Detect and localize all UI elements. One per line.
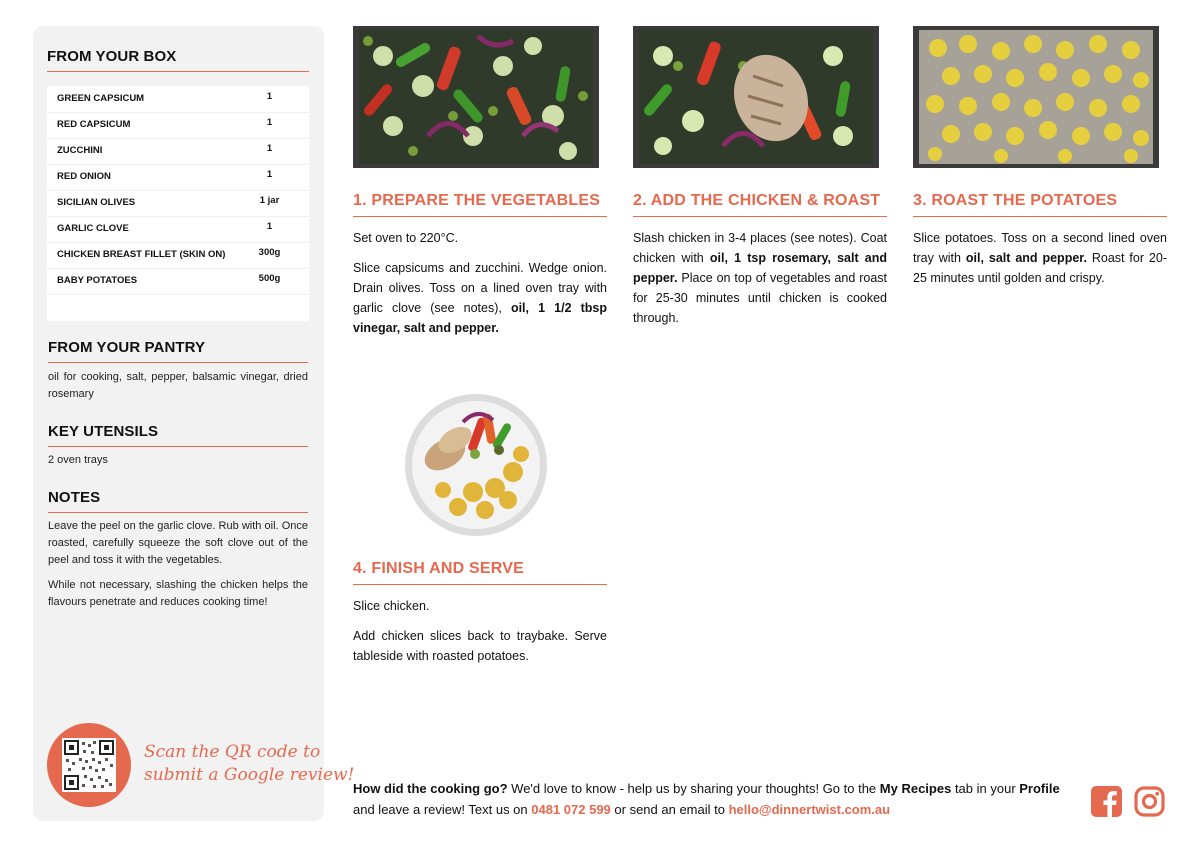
step-2-photo (633, 26, 879, 168)
divider (913, 216, 1167, 217)
step-text-run: Add chicken slices back to traybake. Serve tableside with roasted potatoes. (353, 629, 607, 663)
table-row (47, 164, 309, 191)
ingredient-qty: 1 (266, 143, 273, 154)
step-paragraph (633, 228, 887, 328)
step-text-run: Set oven to 220°C. (353, 231, 459, 245)
divider (633, 216, 887, 217)
ingredient-name: SICILIAN OLIVES (57, 197, 136, 208)
ingredient-name: GARLIC CLOVE (57, 223, 129, 234)
utensils-text: 2 oven trays (48, 454, 108, 466)
table-row (47, 86, 309, 113)
step-text-run: Slice potatoes. Toss on a second lined oven tray with (913, 231, 1167, 265)
footer-review-text (353, 778, 1073, 820)
step-paragraph (353, 228, 607, 248)
ingredient-name: RED ONION (57, 171, 111, 182)
divider (353, 584, 607, 585)
table-row (47, 138, 309, 165)
step-paragraph (353, 596, 607, 616)
ingredient-qty: 1 (266, 117, 273, 128)
step-3-photo (913, 26, 1159, 168)
footer-text-run: and leave a review! Text us on (353, 802, 532, 817)
footer-text-run: We'd love to know - help us by sharing your thoughts! Go to the (507, 781, 880, 796)
step-text-run: Slice capsicums and zucchini. Wedge onion. Drain olives. Toss on a lined oven tray with garlic clove (see notes), (353, 261, 607, 315)
step-2-text (633, 228, 887, 338)
step-4-photo (403, 392, 549, 538)
ingredient-qty: 500g (258, 273, 281, 284)
facebook-icon[interactable] (1091, 786, 1122, 817)
ingredient-qty: 1 (266, 221, 273, 232)
qr-code[interactable] (62, 738, 116, 792)
table-row (47, 242, 309, 269)
step-1-text (353, 228, 607, 348)
step-1-photo (353, 26, 599, 168)
note-paragraph: Leave the peel on the garlic clove. Rub with oil. Once roasted, carefully squeeze the soft clove out of the peel and toss it with the vegetables. (48, 520, 308, 566)
table-row (47, 268, 309, 295)
pantry-text: oil for cooking, salt, pepper, balsamic vinegar, dried rosemary (48, 371, 308, 400)
divider (48, 362, 308, 363)
step-text-run: oil, 1 tsp rosemary, salt and pepper. (633, 251, 887, 285)
contact-link[interactable]: hello@dinnertwist.com.au (728, 802, 891, 817)
from-your-box-title: FROM YOUR BOX (47, 48, 177, 65)
step-text-run: Place on top of vegetables and roast for 25-30 minutes until chicken is cooked through. (633, 271, 887, 325)
table-row (47, 190, 309, 217)
step-text-run: oil, salt and pepper. (965, 251, 1087, 265)
note-paragraph: While not necessary, slashing the chicken helps the flavours penetrate and reduces cooking time! (48, 579, 308, 608)
key-utensils-title: KEY UTENSILS (48, 423, 159, 440)
ingredient-qty: 300g (258, 247, 281, 258)
footer-text-run: or send an email to (610, 802, 729, 817)
step-4-text (353, 596, 607, 676)
contact-link[interactable]: 0481 072 599 (531, 802, 611, 817)
footer-text-run: Profile (1019, 781, 1060, 796)
ingredient-name: GREEN CAPSICUM (57, 93, 145, 104)
divider (353, 216, 607, 217)
step-3-text (913, 228, 1167, 298)
ingredient-qty: 1 jar (259, 195, 280, 206)
step-3-title: 3. ROAST THE POTATOES (913, 192, 1118, 209)
ingredient-name: RED CAPSICUM (57, 119, 131, 130)
table-row (47, 112, 309, 139)
qr-caption-line: Scan the QR code to (144, 742, 321, 762)
ingredient-name: BABY POTATOES (57, 275, 138, 286)
ingredient-name: CHICKEN BREAST FILLET (SKIN ON) (57, 249, 226, 260)
ingredient-name: ZUCCHINI (57, 145, 103, 156)
step-2-title: 2. ADD THE CHICKEN & ROAST (633, 192, 881, 209)
step-text-run: oil, 1 1/2 tbsp vinegar, salt and pepper. (353, 301, 607, 335)
qr-caption-line: submit a Google review! (144, 765, 355, 785)
step-paragraph (353, 626, 607, 666)
step-text-run: Roast for 20-25 minutes until golden and crispy. (913, 251, 1167, 285)
step-text-run: Slash chicken in 3-4 places (see notes). Coat chicken with (633, 231, 887, 265)
footer-text-run: tab in your (951, 781, 1020, 796)
step-1-title: 1. PREPARE THE VEGETABLES (353, 192, 601, 209)
instagram-icon[interactable] (1134, 786, 1165, 817)
notes-title: NOTES (48, 489, 101, 506)
divider (47, 71, 309, 72)
divider (48, 512, 308, 513)
footer-text-run: My Recipes (879, 781, 952, 796)
divider (48, 446, 308, 447)
ingredients-table (47, 86, 309, 321)
from-your-pantry-title: FROM YOUR PANTRY (48, 339, 206, 356)
qr-caption (144, 741, 354, 787)
ingredient-qty: 1 (266, 169, 273, 180)
step-paragraph (913, 228, 1167, 288)
footer-text-run: How did the cooking go? (353, 781, 508, 796)
table-row (47, 216, 309, 243)
step-text-run: Slice chicken. (353, 599, 430, 613)
step-paragraph (353, 258, 607, 338)
ingredient-qty: 1 (266, 91, 273, 102)
step-4-title: 4. FINISH AND SERVE (353, 560, 524, 577)
qr-badge[interactable] (47, 723, 131, 807)
